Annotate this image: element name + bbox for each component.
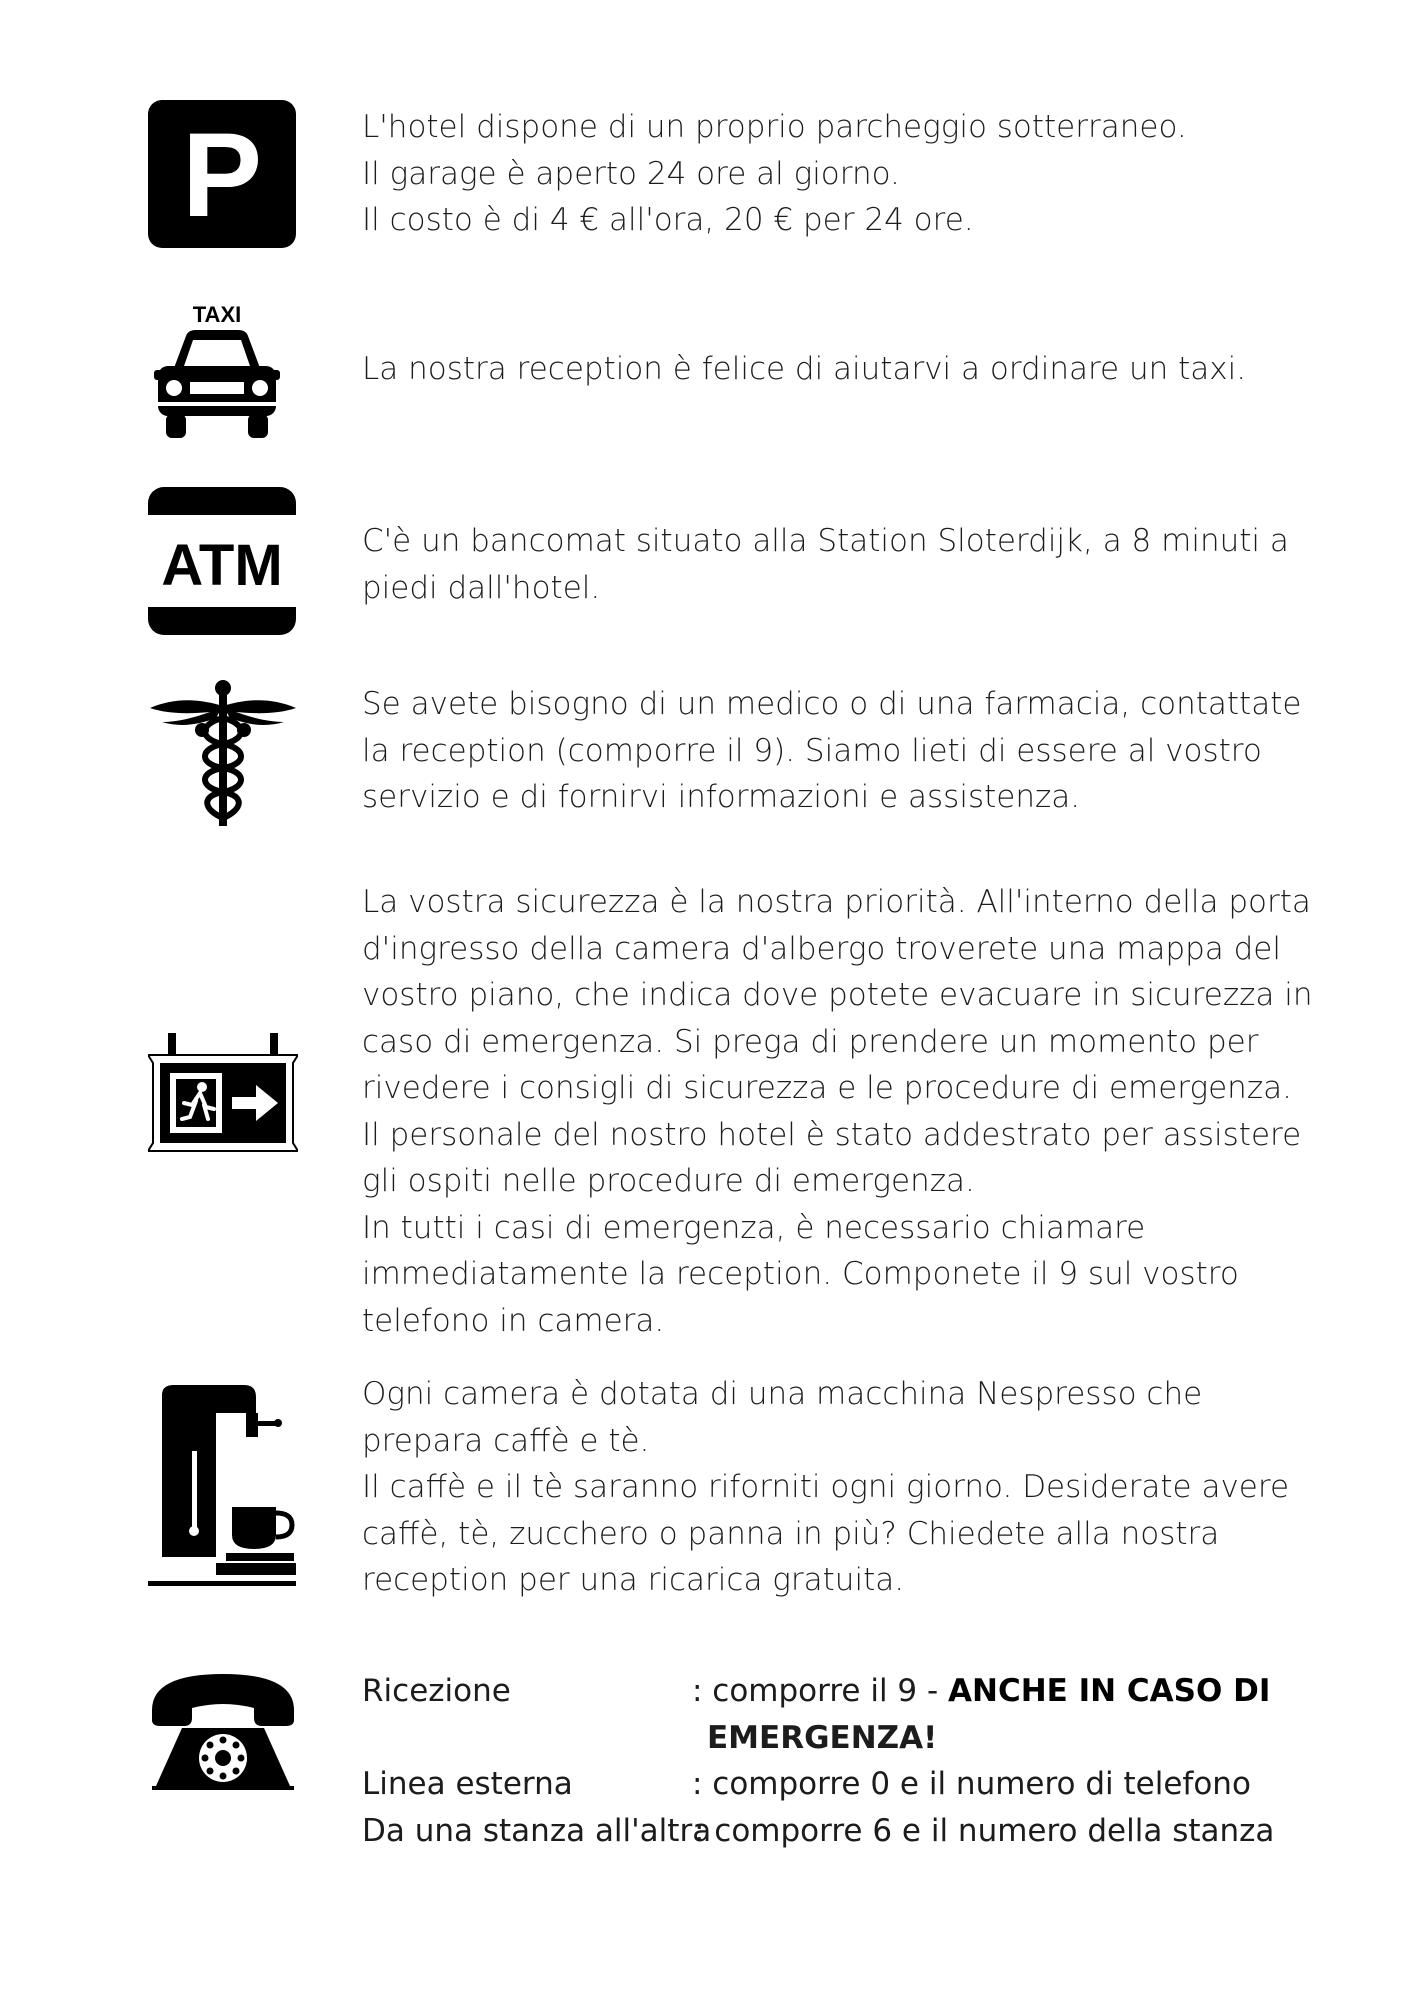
coffee-line: caffè, tè, zucchero o panna in più? Chiedete alla nostra [362, 1515, 1220, 1552]
parking-letter: P [181, 108, 263, 242]
safety-line: telefono in camera. [362, 1302, 665, 1339]
safety-text [362, 879, 1362, 1344]
phone-value [692, 1668, 1270, 1715]
phone-row-room [362, 1808, 1274, 1855]
medical-text [362, 681, 1362, 821]
telephone-icon [148, 1670, 298, 1794]
phone-label: Ricezione [362, 1673, 511, 1709]
coffee-line: prepara caffè e tè. [362, 1422, 650, 1459]
coffee-line: Ogni camera è dotata di una macchina Nespresso che [362, 1376, 1203, 1412]
safety-line: gli ospiti nelle procedure di emergenza. [362, 1163, 975, 1199]
parking-line: L'hotel dispone di un proprio parcheggio sotterraneo. [362, 109, 1187, 145]
phone-value: : comporre 6 e il numero della stanza [694, 1812, 1275, 1849]
phone-directory [362, 1668, 1274, 1854]
coffee-line: reception per una ricarica gratuita. [362, 1562, 905, 1598]
safety-line: d'ingresso della camera d'albergo troverete una mappa del [362, 930, 1281, 967]
medical-line: la reception (comporre il 9). Siamo lieti di essere al vostro [362, 732, 1262, 769]
safety-line: rivedere i consigli di sicurezza e le procedure di emergenza. [362, 1070, 1292, 1106]
phone-label: Linea esterna [362, 1766, 573, 1802]
safety-line: In tutti i casi di emergenza, è necessario chiamare [362, 1209, 1146, 1246]
safety-line: immediatamente la reception. Componete il 9 sul vostro [362, 1256, 1239, 1292]
parking-text [362, 104, 1362, 244]
emergency-note-cont: EMERGENZA! [707, 1719, 938, 1756]
atm-line: piedi dall'hotel. [362, 569, 601, 606]
parking-icon [148, 100, 296, 252]
safety-line: vostro piano, che indica dove potete evacuare in sicurezza in [362, 977, 1313, 1013]
atm-label: ATM [161, 533, 283, 598]
parking-line: Il costo è di 4 € all'ora, 20 € per 24 ore. [362, 202, 974, 238]
phone-value-text: : comporre il 9 - [692, 1673, 949, 1709]
safety-line: La vostra sicurezza è la nostra priorità. All'interno della porta [362, 884, 1311, 920]
parking-line: Il garage è aperto 24 ore al giorno. [362, 155, 900, 192]
taxi-label: TAXI [192, 302, 242, 327]
phone-label: Da una stanza all'altra [362, 1812, 712, 1849]
caduceus-icon [148, 678, 298, 832]
atm-icon [148, 487, 296, 639]
safety-line: Il personale del nostro hotel è stato addestrato per assistere [362, 1116, 1302, 1153]
emergency-exit-icon [148, 1033, 298, 1157]
atm-text [362, 518, 1362, 611]
coffee-line: Il caffè e il tè saranno riforniti ogni giorno. Desiderate avere [362, 1469, 1290, 1505]
coffee-text [362, 1371, 1362, 1604]
atm-line: C'è un bancomat situato alla Station Sloterdijk, a 8 minuti a [362, 523, 1289, 559]
emergency-note: ANCHE IN CASO DI [948, 1673, 1271, 1709]
taxi-icon [152, 300, 282, 449]
phone-value: : comporre 0 e il numero di telefono [692, 1766, 1251, 1802]
taxi-text [362, 346, 1362, 393]
taxi-line: La nostra reception è felice di aiutarvi a ordinare un taxi. [362, 351, 1247, 387]
medical-line: servizio e di fornirvi informazioni e assistenza. [362, 779, 1081, 815]
safety-line: caso di emergenza. Si prega di prendere un momento per [362, 1023, 1259, 1060]
phone-row-reception [362, 1668, 1274, 1715]
phone-row-continuation [362, 1715, 1274, 1762]
medical-line: Se avete bisogno di un medico o di una farmacia, contattate [362, 686, 1302, 722]
phone-row-external [362, 1761, 1274, 1808]
coffee-machine-icon [148, 1385, 298, 1599]
